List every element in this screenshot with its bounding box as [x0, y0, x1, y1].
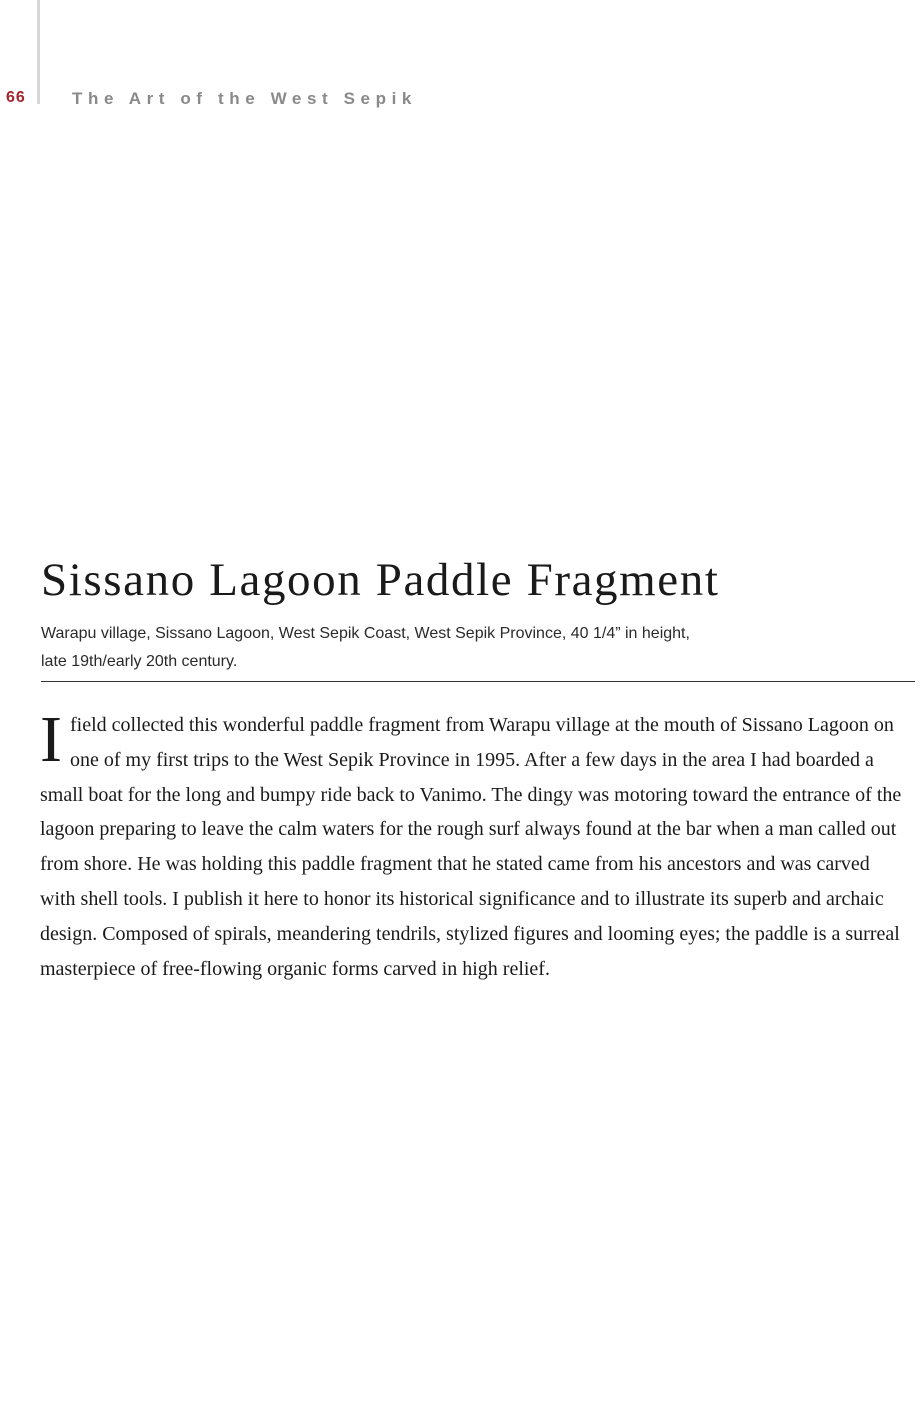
page-number: 66 [6, 89, 26, 106]
body-text: field collected this wonderful paddle fragment from Warapu village at the mouth of Sissano Lagoon on one of my first trips to the West Sepik Province in 1995. After a few days in the area I had boarded a small boat for the long and bumpy ride back to Vanimo. The dingy was motoring toward the entrance of the lagoon preparing to leave the calm waters for the rough surf always found at the bar when a man called out from shore. He was holding this paddle fragment that he stated came from his ancestors and was carved with shell tools. I publish it here to honor its historical significance and to illustrate its superb and archaic design. Composed of spirals, meandering tendrils, stylized figures and looming eyes; the paddle is a surreal masterpiece of free-flowing organic forms carved in high relief. [40, 714, 902, 980]
caption-line-1: Warapu village, Sissano Lagoon, West Sepik Coast, West Sepik Province, 40 1/4” in height, [41, 625, 690, 642]
article-caption [41, 620, 861, 676]
title-divider [41, 681, 915, 682]
drop-cap: I [40, 703, 62, 776]
article-body [40, 703, 902, 986]
page-margin-rule [37, 0, 40, 104]
running-head: The Art of the West Sepik [72, 89, 417, 108]
article-title: Sissano Lagoon Paddle Fragment [41, 554, 720, 606]
caption-line-2: late 19th/early 20th century. [41, 653, 238, 670]
